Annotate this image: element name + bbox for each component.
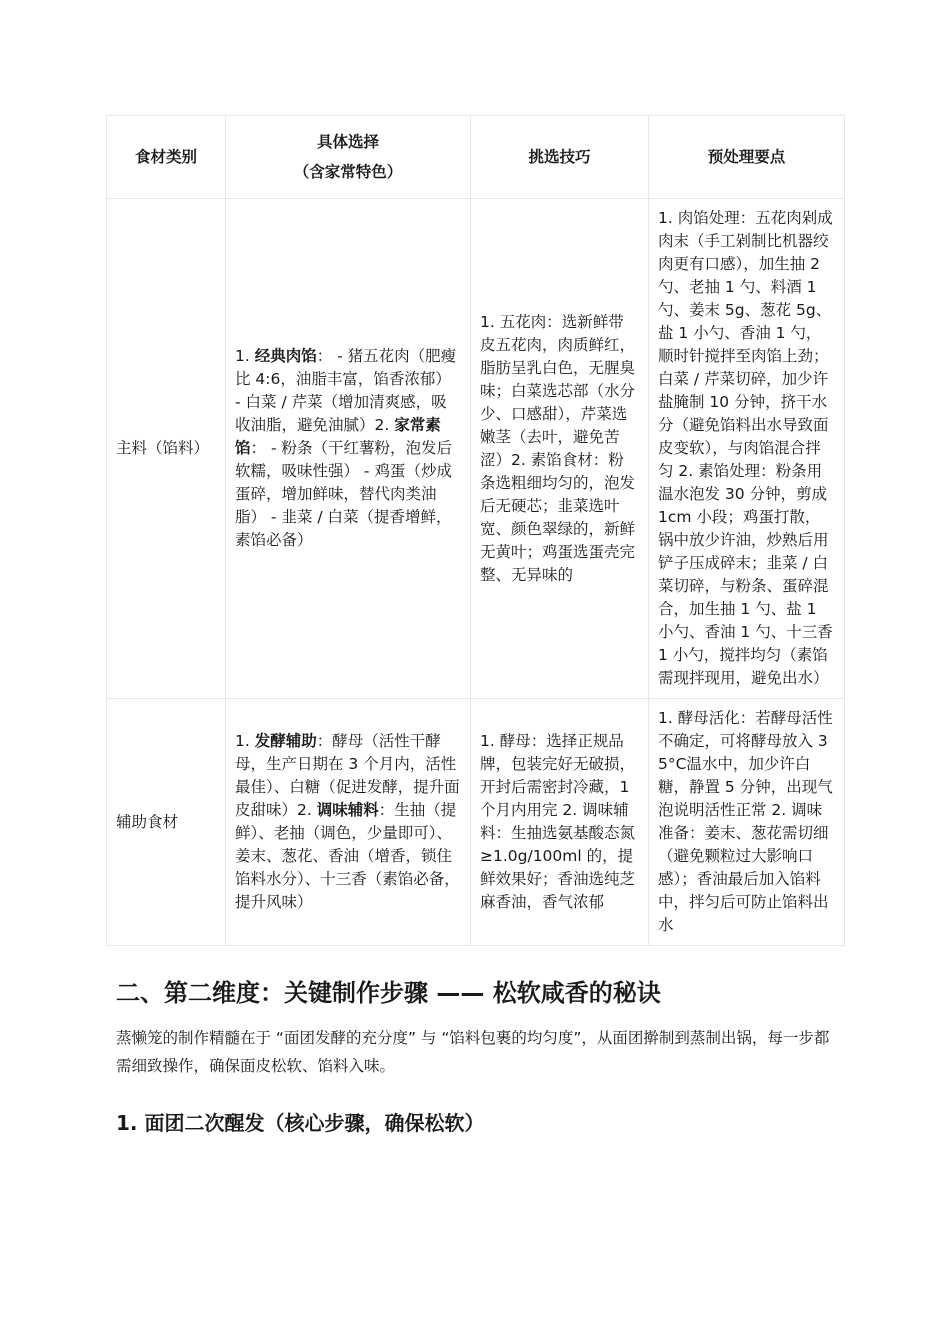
cell-text: ： - 猪五花肉（肥瘦比 4:6，油脂丰富，馅香浓郁） - 白菜 / 芹菜（增加清爽感，吸收油脂，避免油腻）2. <box>235 347 457 434</box>
header-choice <box>226 116 471 199</box>
table-row <box>107 699 845 946</box>
cell-tips: 1. 五花肉：选新鲜带皮五花肉，肉质鲜红，脂肪呈乳白色，无腥臭味；白菜选芯部（水分少、口感甜），芹菜选嫩茎（去叶，避免苦涩）2. 素馅食材：粉条选粗细均匀的，泡发后无硬芯；韭菜选叶宽、颜色翠绿的，新鲜无黄叶；鸡蛋选蛋壳完整、无异味的 <box>471 199 649 699</box>
bold-term: 调味辅料 <box>316 801 379 819</box>
document-page <box>106 115 844 1138</box>
cell-prep: 1. 肉馅处理：五花肉剁成肉末（手工剁制比机器绞肉更有口感），加生抽 2 勺、老抽 1 勺、料酒 1 勺、姜末 5g、葱花 5g、盐 1 小勺、香油 1 勺，顺时针搅拌至肉馅上劲；白菜 / 芹菜切碎，加少许盐腌制 10 分钟，挤干水分（避免馅料出水导致面皮变软），与肉馅混合拌匀 2. 素馅处理：粉条用温水泡发 30 分钟，剪成 1cm 小段；鸡蛋打散，锅中放少许油，炒熟后用铲子压成碎末；韭菜 / 白菜切碎，与粉条、蛋碎混合，加生抽 1 勺、盐 1 小勺、香油 1 勺、十三香 1 小勺，搅拌均匀（素馅需现拌现用，避免出水） <box>649 199 845 699</box>
bold-term: 发酵辅助 <box>254 732 317 750</box>
section-heading: 二、第二维度：关键制作步骤 —— 松软咸香的秘诀 <box>116 979 661 1007</box>
header-choice-line1: 具体选择 <box>316 133 379 151</box>
cell-category: 辅助食材 <box>107 699 226 946</box>
header-prep: 预处理要点 <box>649 116 845 199</box>
bold-term: 家常素馅 <box>235 416 441 457</box>
section-intro: 蒸懒笼的制作精髓在于 “面团发酵的充分度” 与 “馅料包裹的均匀度”，从面团擀制到蒸制出锅，每一步都需细致操作，确保面皮松软、馅料入味。 <box>116 1029 830 1075</box>
cell-text: ：生抽（提鲜）、老抽（调色，少量即可）、姜末、葱花、香油（增香，锁住馅料水分）、十三香（素馅必备，提升风味） <box>235 801 460 911</box>
cell-choice <box>226 199 471 699</box>
cell-tips: 1. 酵母：选择正规品牌，包装完好无破损，开封后需密封冷藏，1 个月内用完 2. 调味辅料：生抽选氨基酸态氮≥1.0g/100ml 的，提鲜效果好；香油选纯芝麻香油，香气浓郁 <box>471 699 649 946</box>
table-header-row <box>107 116 845 199</box>
cell-choice <box>226 699 471 946</box>
bold-term: 经典肉馅 <box>254 347 317 365</box>
subsection-heading: 1. 面团二次醒发（核心步骤，确保松软） <box>116 1111 485 1135</box>
ingredients-table <box>106 115 845 946</box>
cell-text: ：酵母（活性干酵母，生产日期在 3 个月内，活性最佳）、白糖（促进发酵，提升面皮甜味）2. <box>235 732 460 819</box>
cell-category: 主料（馅料） <box>107 199 226 699</box>
cell-prep: 1. 酵母活化：若酵母活性不确定，可将酵母放入 35°C温水中，加少许白糖，静置 5 分钟，出现气泡说明活性正常 2. 调味准备：姜末、葱花需切细（避免颗粒过大影响口感）；香油最后加入馅料中，拌匀后可防止馅料出水 <box>649 699 845 946</box>
cell-text: ： - 粉条（干红薯粉，泡发后软糯，吸味性强） - 鸡蛋（炒成蛋碎，增加鲜味，替代肉类油脂） - 韭菜 / 白菜（提香增鲜，素馅必备） <box>235 439 452 549</box>
table-row <box>107 199 845 699</box>
cell-text: 1. <box>235 347 255 365</box>
header-choice-line2: （含家常特色） <box>293 163 403 181</box>
header-category: 食材类别 <box>107 116 226 199</box>
cell-text: 1. <box>235 732 255 750</box>
header-tips: 挑选技巧 <box>471 116 649 199</box>
